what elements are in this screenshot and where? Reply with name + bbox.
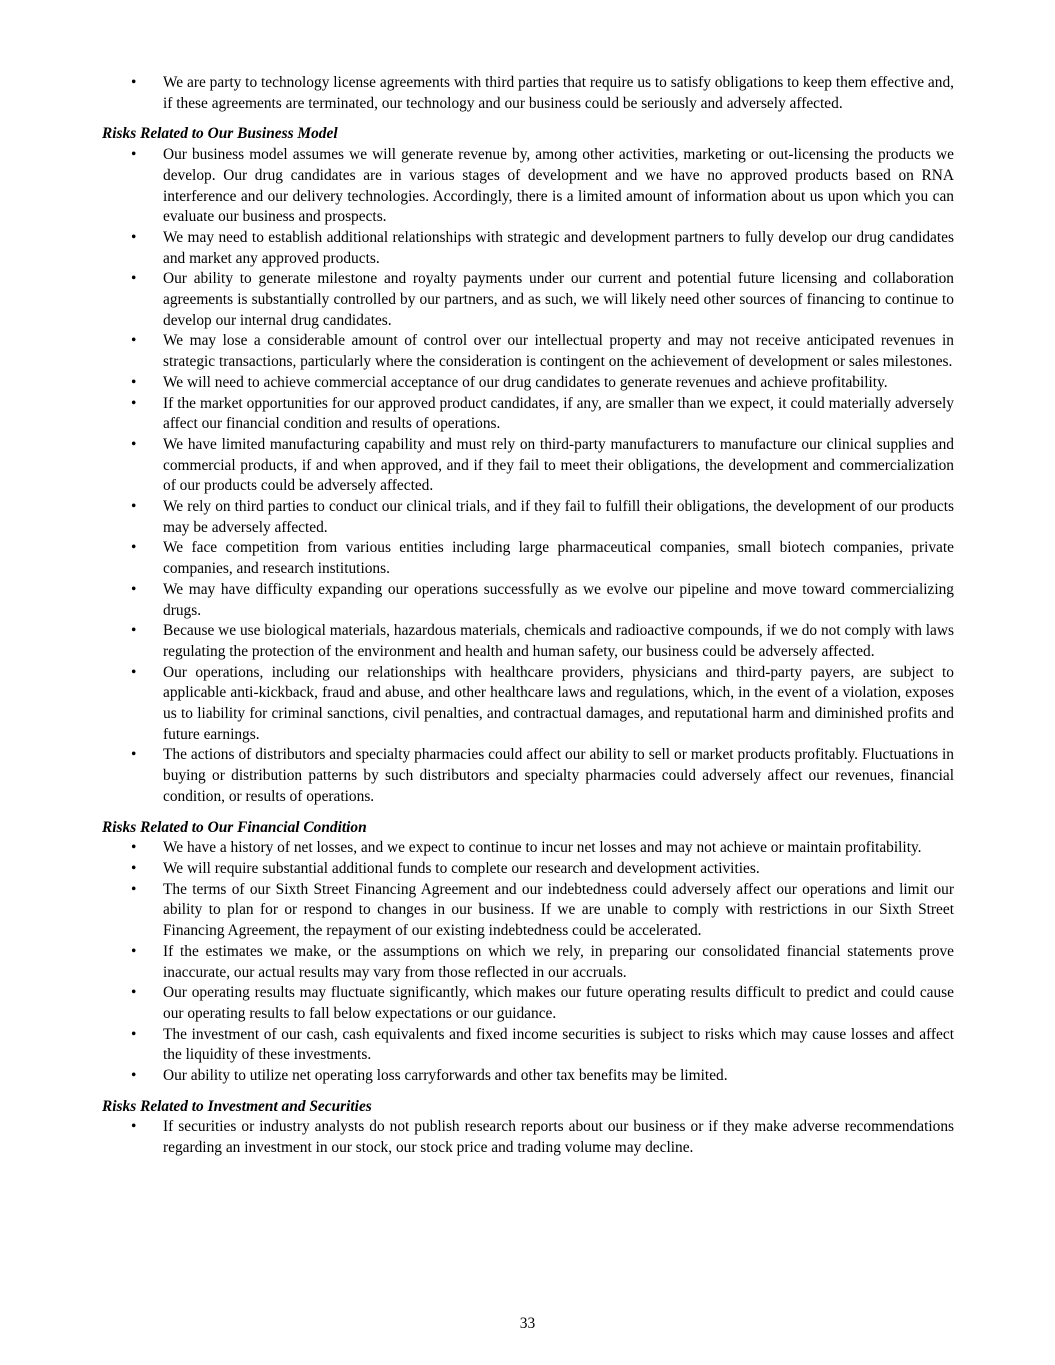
bullet-icon: •	[131, 539, 137, 557]
list-item-text: We may need to establish additional relationships with strategic and development partners to fully develop our drug candidates and market any approved products.	[163, 228, 954, 267]
section-heading: Risks Related to Investment and Securities	[102, 1097, 372, 1115]
bullet-icon: •	[131, 880, 137, 898]
bullet-icon: •	[131, 1118, 137, 1136]
list-item	[102, 838, 954, 859]
bullet-icon: •	[131, 663, 137, 681]
page-number: 33	[519, 1315, 536, 1332]
list-item-text: The terms of our Sixth Street Financing Agreement and our indebtedness could adversely affect our operations and limit our ability to plan for or respond to changes in our business. If we are unable to comply with restrictions in our Sixth Street Financing Agreement, the repayment of our existing indebtedness could be accelerated.	[163, 880, 954, 940]
section-heading: Risks Related to Our Financial Condition	[102, 818, 367, 836]
bullet-icon: •	[131, 622, 137, 640]
list-item	[102, 73, 954, 114]
bullet-icon: •	[131, 146, 137, 164]
list-item-text: We may have difficulty expanding our operations successfully as we evolve our pipeline and move toward commercializing drugs.	[163, 580, 954, 619]
list-item-text: We rely on third parties to conduct our clinical trials, and if they fail to fulfill their obligations, the development of our products may be adversely affected.	[163, 498, 954, 536]
list-item	[102, 745, 954, 807]
bullet-icon: •	[131, 746, 137, 764]
bullet-icon: •	[131, 498, 137, 516]
list-item-text: Our operating results may fluctuate significantly, which makes our future operating results difficult to predict and could cause our operating results to fall below expectations or our guidance.	[163, 984, 954, 1022]
list-item	[102, 1025, 954, 1066]
list-item	[102, 228, 954, 269]
list-item	[102, 435, 954, 497]
list-item	[102, 621, 954, 662]
section-list	[102, 145, 954, 808]
list-item-text: Our ability to utilize net operating loss carryforwards and other tax benefits may be limited.	[163, 1067, 728, 1085]
list-item-text: If securities or industry analysts do not publish research reports about our business or if they make adverse recommendations regarding an investment in our stock, our stock price and trading volume may decline.	[163, 1118, 954, 1157]
list-item	[102, 1066, 954, 1087]
list-item-text: The actions of distributors and specialty pharmacies could affect our ability to sell or market products profitably. Fluctuations in buying or distribution patterns by such distributors and specialty pharmacies could adversely affect our revenues, financial condition, or results of operations.	[163, 746, 954, 805]
list-item-text: We have a history of net losses, and we expect to continue to incur net losses and may not achieve or maintain profitability.	[163, 839, 922, 857]
section-business-model	[102, 124, 954, 807]
list-item-text: Our ability to generate milestone and royalty payments under our current and potential future licensing and collaboration agreements is substantially controlled by our partners, and as such, we will likely need other sources of financing to continue to develop our internal drug candidates.	[163, 270, 954, 329]
bullet-icon: •	[131, 228, 137, 246]
list-item-text: Our operations, including our relationships with healthcare providers, physicians and third-party payers, are subject to applicable anti-kickback, fraud and abuse, and other healthcare laws and regulations, which, in the event of a violation, exposes us to liability for criminal sanctions, civil penalties, and contractual damages, and reputational harm and diminished profits and future earnings.	[163, 663, 954, 743]
list-item-text: Because we use biological materials, hazardous materials, chemicals and radioactive compounds, if we do not comply with laws regulating the protection of the environment and health and human safety, our business could be adversely affected.	[163, 622, 954, 660]
list-item-text: We are party to technology license agreements with third parties that require us to satisfy obligations to keep them effective and, if these agreements are terminated, our technology and our business could be seriously and adversely affected.	[163, 74, 954, 112]
list-item	[102, 373, 954, 394]
bullet-icon: •	[131, 984, 137, 1002]
list-item	[102, 145, 954, 228]
list-item	[102, 269, 954, 331]
bullet-icon: •	[131, 839, 137, 857]
intro-list	[102, 73, 954, 114]
section-financial-condition	[102, 818, 954, 1087]
section-investment-securities	[102, 1097, 954, 1159]
list-item	[102, 880, 954, 942]
section-list	[102, 1117, 954, 1158]
section-list	[102, 838, 954, 1086]
bullet-icon: •	[131, 332, 137, 350]
document-page	[102, 73, 954, 1159]
bullet-icon: •	[131, 1067, 137, 1085]
bullet-icon: •	[131, 373, 137, 391]
list-item-text: We have limited manufacturing capability and must rely on third-party manufacturers to manufacture our clinical supplies and commercial products, if and when approved, and if they fail to meet their obligations, the development and commercialization of our products could be adversely affected.	[163, 435, 954, 495]
bullet-icon: •	[131, 1025, 137, 1043]
list-item-text: We will need to achieve commercial acceptance of our drug candidates to generate revenues and achieve profitability.	[163, 373, 888, 391]
bullet-icon: •	[131, 394, 137, 412]
list-item	[102, 580, 954, 621]
list-item	[102, 331, 954, 372]
list-item-text: If the market opportunities for our approved product candidates, if any, are smaller than we expect, it could materially adversely affect our financial condition and results of operations.	[163, 394, 954, 433]
bullet-icon: •	[131, 270, 137, 288]
section-heading: Risks Related to Our Business Model	[102, 125, 338, 143]
bullet-icon: •	[131, 580, 137, 598]
bullet-icon: •	[131, 942, 137, 960]
list-item-text: The investment of our cash, cash equivalents and fixed income securities is subject to risks which may cause losses and affect the liquidity of these investments.	[163, 1025, 954, 1064]
list-item	[102, 663, 954, 746]
list-item-text: We face competition from various entities including large pharmaceutical companies, small biotech companies, private companies, and research institutions.	[163, 539, 954, 578]
list-item	[102, 497, 954, 538]
bullet-icon: •	[131, 859, 137, 877]
list-item	[102, 942, 954, 983]
list-item-text: If the estimates we make, or the assumptions on which we rely, in preparing our consolidated financial statements prove inaccurate, our actual results may vary from those reflected in our accruals.	[163, 942, 954, 981]
list-item	[102, 538, 954, 579]
bullet-icon: •	[131, 74, 137, 91]
list-item	[102, 859, 954, 880]
bullet-icon: •	[131, 435, 137, 453]
list-item	[102, 983, 954, 1024]
list-item	[102, 1117, 954, 1158]
list-item-text: We may lose a considerable amount of control over our intellectual property and may not receive anticipated revenues in strategic transactions, particularly where the consideration is contingent on the achievement of development or sales milestones.	[163, 332, 954, 371]
list-item-text: Our business model assumes we will generate revenue by, among other activities, marketing or out-licensing the products we develop. Our drug candidates are in various stages of development and we have no approved products based on RNA interference and our delivery technologies. Accordingly, there is a limited amount of information about us upon which you can evaluate our business and prospects.	[163, 146, 954, 226]
list-item	[102, 394, 954, 435]
list-item-text: We will require substantial additional funds to complete our research and development activities.	[163, 859, 760, 877]
